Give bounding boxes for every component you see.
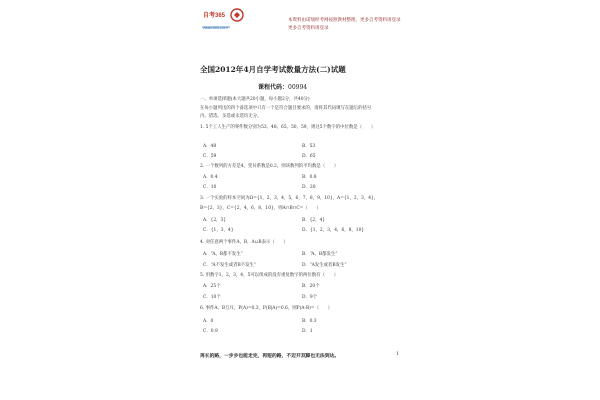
option: B．{2，4} (302, 218, 326, 223)
option: A．0.4 (203, 175, 218, 180)
option: C．59 (203, 154, 217, 159)
option: D．1 (302, 329, 313, 334)
footer-motto: 再长的路，一步步也能走完，再短的路，不迈开双脚也无法到达。 (200, 353, 340, 359)
course-code-value: 00994 (288, 84, 308, 91)
option: A．48 (203, 144, 217, 149)
option: D．{1，2，3，4，6，8，10} (302, 228, 365, 233)
option: D．“A发生或者B发生” (302, 263, 347, 268)
option: B．53 (302, 144, 316, 149)
option: A．{2，3} (203, 218, 227, 223)
section-heading: 一、单项选择题(本大题共20小题，每小题2分，共40分) (200, 97, 310, 102)
option: A．“A、B都不发生” (203, 252, 243, 257)
question-stem: 5. 用数字1，2，3，4，5可以组成的没有重复数字的两位数有（ ） (200, 273, 339, 278)
question-stem: 1. 5个工人生产的零件数分别为53、48、65、50、59，则这5个数字的中位数是（ ） (200, 125, 376, 130)
option: B．0.8 (302, 175, 317, 180)
option: C．10 (203, 185, 217, 190)
header-note: 本资料由诺瑞经考网按照教材整理，更多自考资料请登录 (288, 17, 401, 22)
question-stem-cont: B={2，3}，C={2，4，6，8，10}，则A∩B∩C=（ ） (200, 206, 321, 211)
question-stem: 2. 一个数列的方差是4，变异系数是0.2，则该数列的平均数是（ ） (200, 164, 339, 169)
logo-url: zikao365.com (203, 25, 228, 30)
question-stem: 3. 一个实验的样本空间为Ω={1，2，3，4，5，6，7，8，9，10}，A={1，2，3，4}， (200, 196, 379, 201)
instruction-line: 在每小题列出的四个备选项中只有一个是符合题目要求的，请将其代码填写在题后的括号 (200, 106, 372, 111)
option: C．0.9 (203, 329, 218, 334)
page-number: 1 (396, 351, 400, 357)
option: C．{1，3，4} (203, 228, 234, 233)
option: A．0 (203, 319, 214, 324)
header-note-2: 更多自考资料请登录 (288, 25, 329, 30)
option: C．10个 (203, 295, 221, 300)
course-code (258, 82, 307, 91)
instruction-line: 内。错选、多选或未选均无分。 (200, 114, 262, 119)
option: D．9个 (302, 295, 318, 300)
course-code-label: 课程代码： (258, 84, 289, 91)
exam-title: 全国2012年4月自学考试数量方法(二)试题 (200, 65, 346, 74)
option: A．25个 (203, 284, 221, 289)
option: B．“A、B都发生” (302, 252, 338, 257)
option: C．“A不发生或者B不发生” (203, 263, 257, 268)
option: B．20个 (302, 284, 320, 289)
logo-name: 自考365 (203, 13, 226, 19)
question-stem: 6. 事件A、B互斥，P(A)=0.3，P(B|A)=0.6，则P(A-B)=（ ） (200, 306, 333, 311)
option: B．0.3 (302, 319, 317, 324)
question-stem: 4. 对任意两个事件A，B，A∪B表示（ ） (200, 240, 288, 245)
option: D．20 (302, 185, 316, 190)
option: D．65 (302, 154, 316, 159)
